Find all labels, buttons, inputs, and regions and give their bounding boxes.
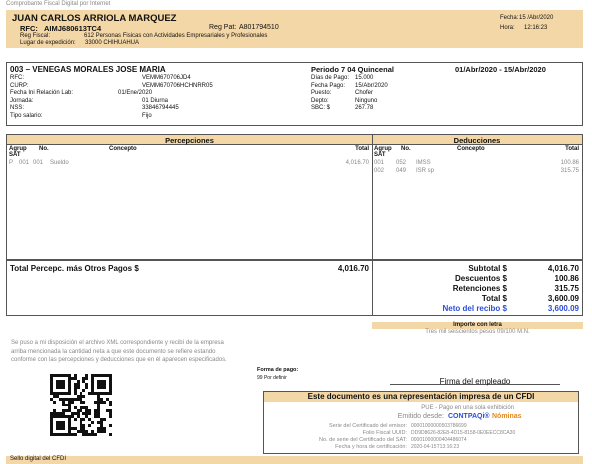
period-range: 01/Abr/2020 - 15/Abr/2020	[455, 65, 546, 74]
cert-emisor: 00001000000503786699	[411, 423, 467, 429]
sbc: 267.78	[355, 105, 374, 111]
issuer-rfc-label: RFC:	[20, 24, 38, 33]
descuentos-label: Descuentos $	[454, 274, 507, 283]
percep-total-value: 4,016.70	[337, 264, 369, 273]
sello-digital-label: Sello digital del CFDI	[6, 456, 583, 464]
contpaqi-brand: CONTPAQi®	[448, 413, 490, 420]
employee-curp-label: CURP:	[10, 82, 29, 89]
employee-jornada-label: Jornada:	[10, 97, 34, 104]
payroll-table	[6, 134, 583, 260]
subtotal-label: Subtotal $	[468, 264, 507, 273]
ded-col-total: Total	[565, 146, 579, 152]
total-label: Total $	[481, 294, 507, 303]
total-value: 3,600.09	[547, 294, 579, 303]
employee-salary-type-label: Tipo salario:	[10, 112, 43, 119]
retenciones-label: Retenciones $	[452, 284, 507, 293]
cfdi-title: Este documento es una representación impresa de un CFDI	[264, 392, 578, 402]
employee-rfc-label: RFC:	[10, 75, 24, 81]
employee-nss: 33846794445	[142, 105, 179, 111]
cert-sat-label: No. de serie del Certificado del SAT:	[319, 437, 407, 443]
cfdi-emitted-label: Emitido desde:	[397, 413, 444, 420]
reg-pat-label: Reg Pat:	[209, 24, 237, 31]
position-label: Puesto:	[311, 90, 332, 96]
issuer-header	[6, 10, 583, 48]
ded-row-agrup: 001	[374, 160, 385, 166]
department-label: Depto:	[311, 97, 329, 104]
perc-col-sat: SAT	[9, 152, 21, 158]
neto-value: 3,600.09	[547, 304, 579, 313]
subtotal-value: 4,016.70	[547, 264, 579, 273]
perc-row-concepto: Sueldo	[50, 160, 69, 166]
employee-salary-type: Fijo	[142, 112, 152, 119]
cfdi-method: PUE - Pago en una sola exhibición	[421, 405, 514, 411]
fecha-label: Fecha:	[500, 15, 519, 21]
hora-label: Hora:	[500, 25, 515, 31]
reg-pat: A801794510	[239, 24, 279, 31]
perc-col-concepto: Concepto	[109, 146, 137, 152]
position: Chofer	[355, 90, 374, 96]
ded-col-sat: SAT	[374, 152, 386, 158]
perc-col-total: Total	[355, 146, 369, 152]
issuer-name: JUAN CARLOS ARRIOLA MARQUEZ	[12, 13, 177, 24]
perc-row-total: 4,016.70	[345, 160, 369, 166]
period-header: Periodo 7 04 Quincenal	[311, 65, 394, 74]
perc-row-agrup: P	[9, 160, 14, 166]
perc-col-agrup: Agrup	[9, 146, 27, 152]
ded-row-no: 052	[396, 160, 407, 166]
issuer-rfc: AIMJ680613TC4	[44, 24, 102, 33]
pay-days: 15.000	[355, 75, 374, 81]
place: 33000 CHIHUAHUA	[85, 40, 140, 46]
disclaimer	[11, 340, 341, 364]
ded-row-no: 049	[396, 168, 407, 174]
disclaimer-line: conforme con las percepciones y deducciones que en él aparecen especificados.	[11, 357, 227, 363]
qr-code	[50, 374, 112, 436]
descuentos-value: 100.86	[554, 274, 579, 283]
ded-row-concepto: IMSS	[416, 160, 431, 166]
fecha: 15 /Abr/2020	[519, 15, 554, 21]
contpaqi-product: Nóminas	[492, 413, 522, 420]
table-divider	[372, 135, 373, 259]
hora: 12:16:23	[524, 25, 548, 31]
disclaimer-line: arriba mencionada la cantidad neta a que este documento se refiere estando	[11, 348, 216, 355]
employee-box	[6, 62, 583, 126]
ded-row-agrup: 002	[374, 168, 385, 174]
disclaimer-line: Se puso a mi disposición el archivo XML correspondiente y recibí de la empresa	[11, 340, 224, 346]
cert-emisor-label: Serie del Certificado del emisor:	[329, 423, 407, 429]
sbc-label: SBC: $	[311, 105, 331, 111]
cfdi-box	[263, 391, 579, 454]
ded-row-total: 315.75	[560, 168, 579, 174]
ded-col-no: No.	[401, 146, 411, 152]
perc-row-no: 001	[33, 160, 44, 166]
uuid-label: Folio Fiscal UUID:	[362, 430, 407, 436]
signature-label: Firma del empleado	[439, 377, 511, 386]
payment-value: 99 Por definir	[257, 375, 287, 381]
perc-col-no: No.	[39, 146, 49, 152]
employee-start: 01/Ene/2020	[118, 90, 153, 96]
importe-value: Tres mil seiscientos pesos 09/100 M.N.	[425, 329, 530, 335]
uuid: DD9D8626-82E8-4D15-8158-0E0EECC8CA30	[411, 430, 516, 436]
ded-col-concepto: Concepto	[457, 146, 485, 152]
pay-date: 15/Abr/2020	[355, 82, 388, 89]
table-title-band	[7, 135, 582, 145]
employee-jornada: 01 Diurna	[142, 97, 169, 104]
ded-row-concepto: ISR sp	[416, 168, 435, 174]
regimen: 612 Personas Fisicas con Actividades Empresariales y Profesionales	[84, 33, 268, 39]
deductions-title: Deducciones	[453, 136, 501, 145]
totals-box	[6, 260, 583, 316]
place-label: Lugar de expedición:	[20, 40, 76, 46]
payment-label: Forma de pago:	[257, 367, 299, 373]
employee-start-label: Fecha Ini Relación Lab:	[10, 90, 74, 96]
employee-nss-label: NSS:	[10, 105, 25, 111]
retenciones-value: 315.75	[554, 284, 579, 293]
cert-date-label: Fecha y hora de certificación:	[335, 444, 407, 450]
employee-curp: VEMM670706HCHNRR05	[142, 82, 213, 89]
neto-label: Neto del recibo $	[442, 304, 507, 313]
qr-module	[109, 433, 112, 436]
importe-label: Importe con letra	[372, 322, 583, 329]
totals-divider	[372, 261, 373, 315]
cert-sat: 00001000000404486074	[411, 437, 467, 443]
ded-col-agrup: Agrup	[374, 146, 392, 152]
employee-header: 003 – VENEGAS MORALES JOSE MARIA	[10, 65, 166, 74]
pay-days-label: Días de Pago:	[311, 75, 350, 81]
perceptions-title: Percepciones	[165, 136, 214, 145]
employee-rfc: VEMM670706JD4	[142, 75, 191, 81]
perc-row-sat: 001	[19, 160, 30, 166]
ded-row-total: 100.86	[560, 160, 579, 166]
cert-date: 2020-04-15T13:16:23	[411, 444, 460, 450]
document-caption: Comprobante Fiscal Digital por Internet	[6, 1, 111, 7]
department: Ninguno	[355, 97, 378, 104]
regimen-label: Reg Fiscal:	[20, 33, 51, 39]
qr-code-matrix	[50, 374, 112, 436]
percep-total-label: Total Percepc. más Otros Pagos $	[10, 264, 139, 273]
pay-date-label: Fecha Pago:	[311, 82, 346, 89]
